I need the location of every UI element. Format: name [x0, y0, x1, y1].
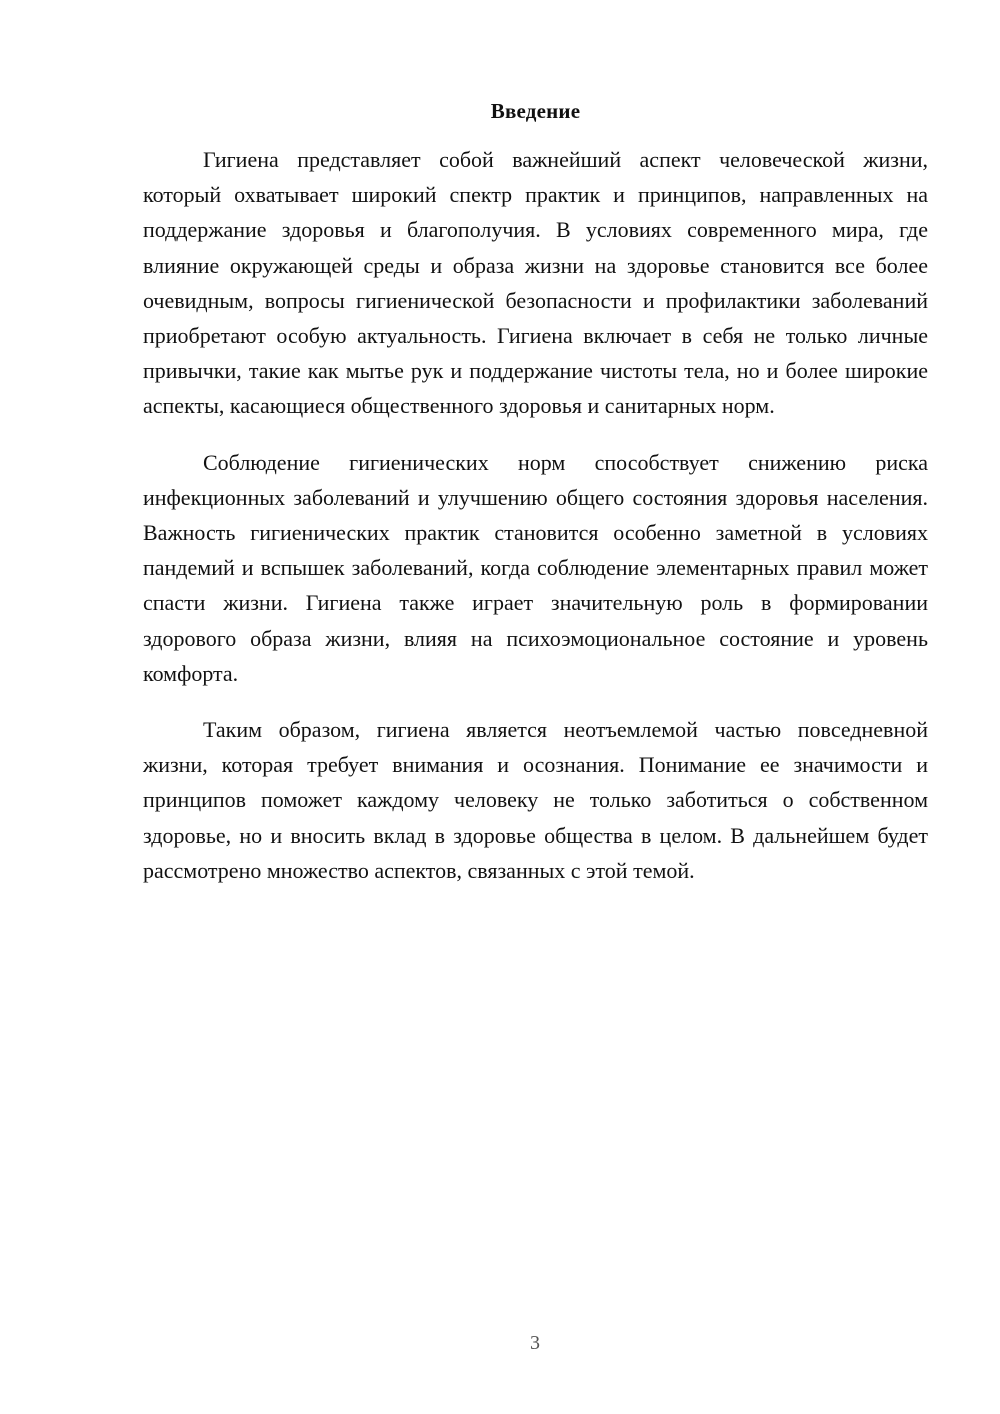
paragraph-1: Гигиена представляет собой важнейший аспект человеческой жизни, который охватывает широкий спектр практик и принципов, направленных на поддержание здоровья и благополучия. В условиях современного мира, где влияние окружающей среды и образа жизни на здоровье становится все более очевидным, вопросы гигиенической безопасности и профилактики заболеваний приобретают особую актуальность. Гигиена включает в себя не только личные привычки, такие как мытье рук и поддержание чистоты тела, но и более широкие аспекты, касающиеся общественного здоровья и санитарных норм. [143, 147, 928, 419]
paragraph-2: Соблюдение гигиенических норм способствует снижению риска инфекционных заболеваний и улучшению общего состояния здоровья населения. Важность гигиенических практик становится особенно заметной в условиях пандемий и вспышек заболеваний, когда соблюдение элементарных правил может спасти жизни. Гигиена также играет значительную роль в формировании здорового образа жизни, влияя на психоэмоциональное состояние и уровень комфорта. [143, 449, 928, 686]
page-number: 3 [530, 1332, 540, 1354]
section-title: Введение [490, 99, 581, 123]
page-content [143, 96, 928, 909]
paragraph-3: Таким образом, гигиена является неотъемлемой частью повседневной жизни, которая требует внимания и осознания. Понимание ее значимости и принципов поможет каждому человеку не только заботиться о собственном здоровье, но и вносить вклад в здоровье общества в целом. В дальнейшем будет рассмотрено множество аспектов, связанных с этой темой. [143, 717, 928, 883]
